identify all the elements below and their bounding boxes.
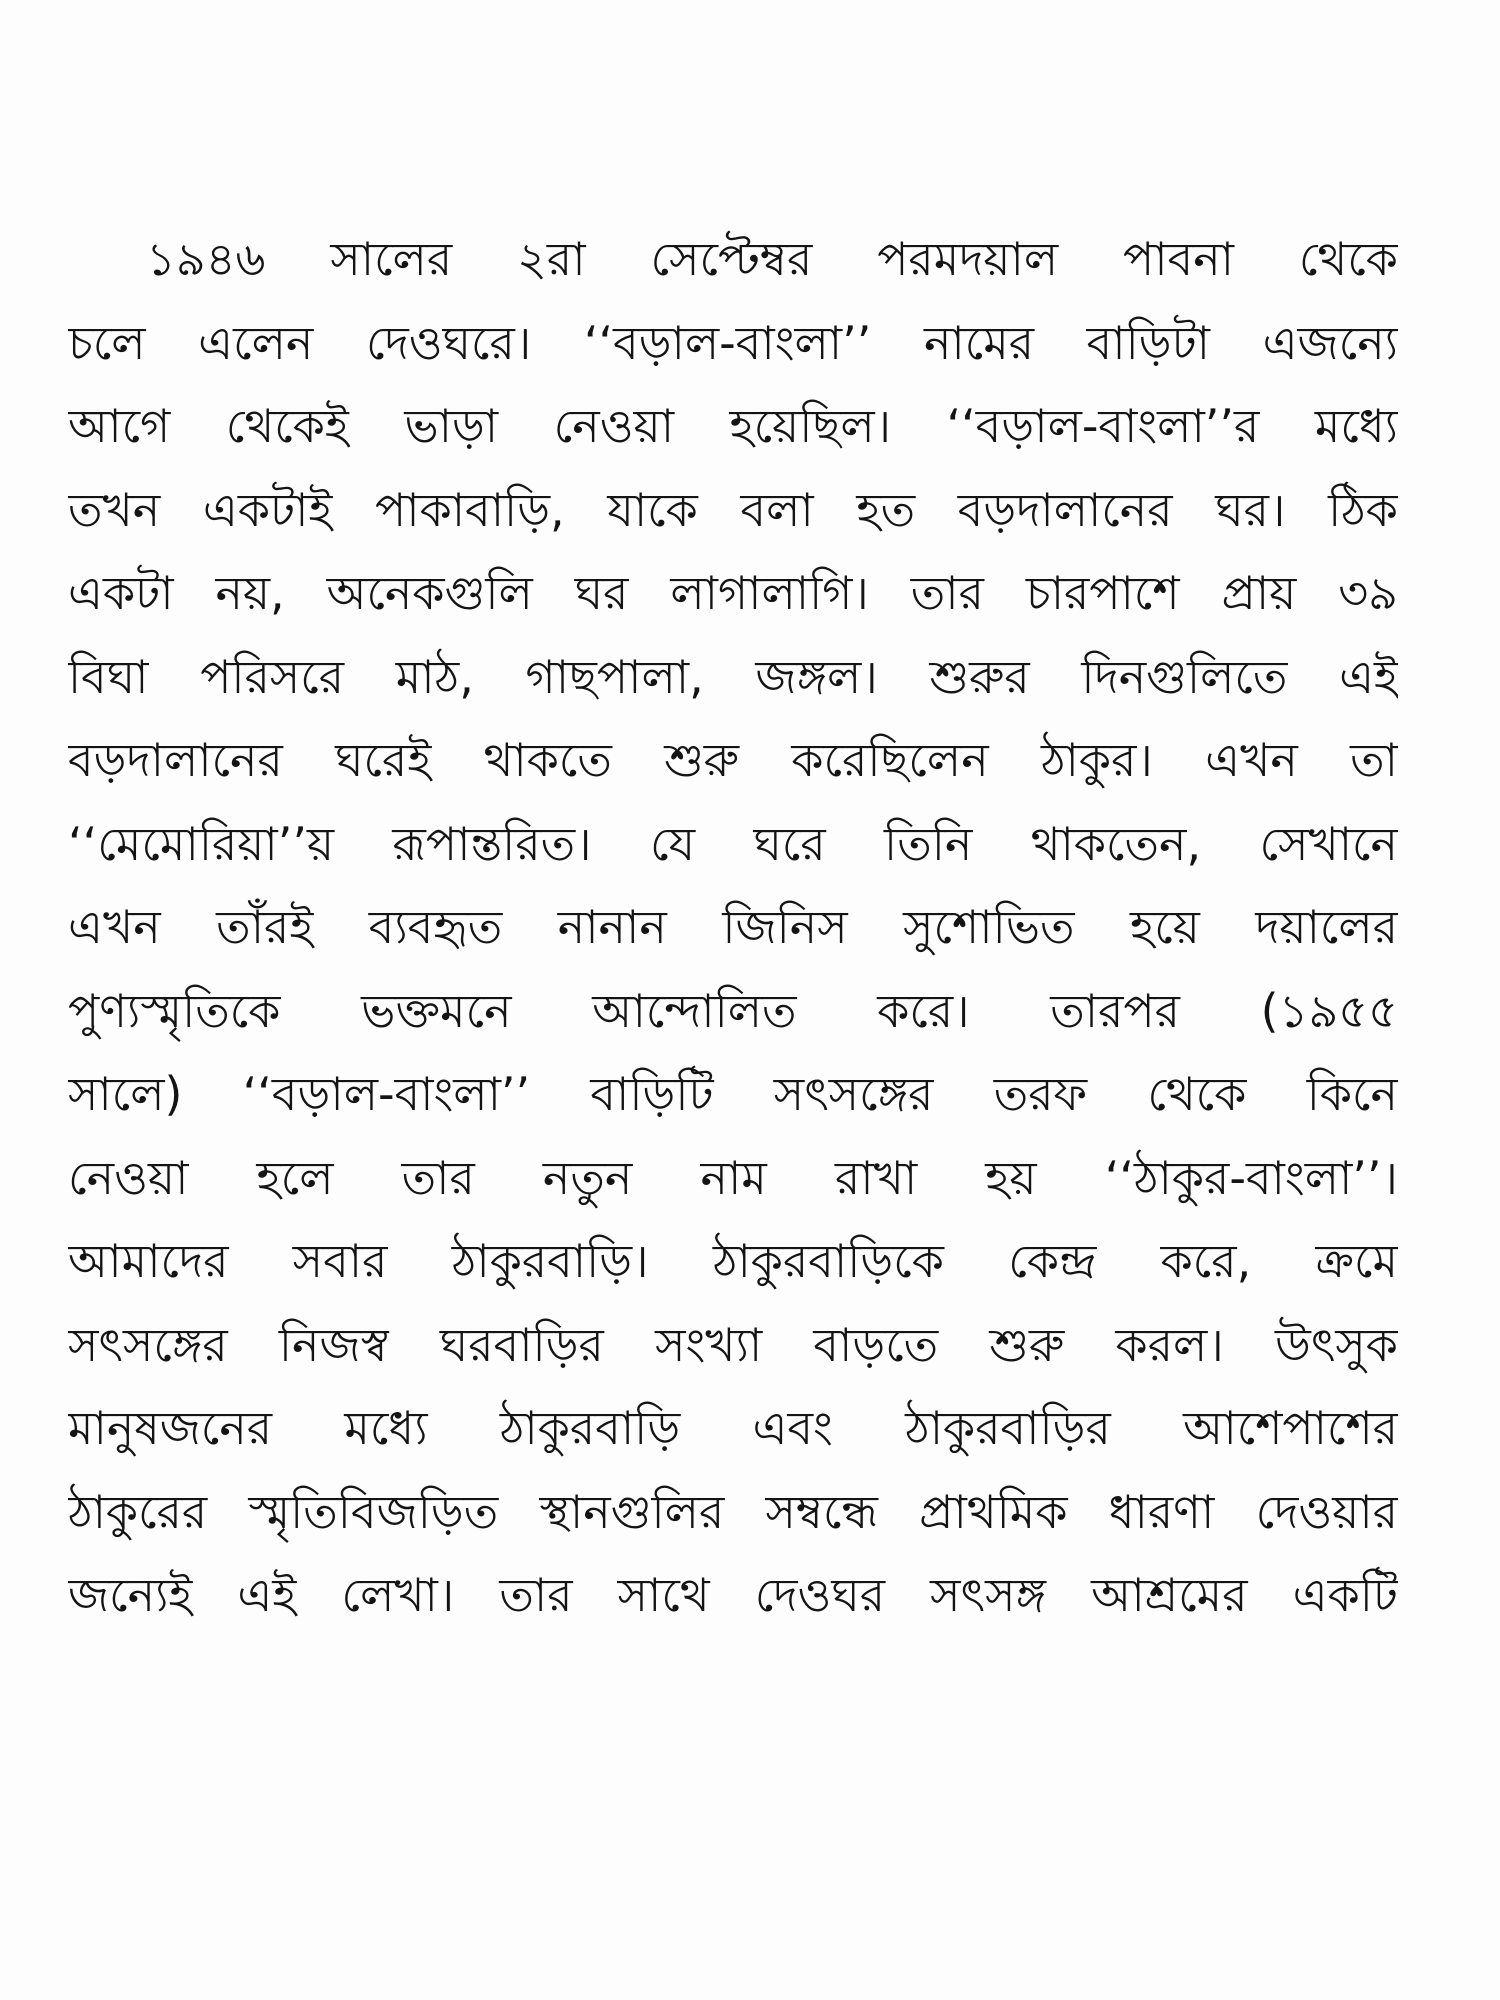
text-line: তখন একটাই পাকাবাড়ি, যাকে বলা হত বড়দালানের ঘর। ঠিক: [68, 482, 1398, 537]
body-paragraph: [68, 218, 1398, 1638]
text-line: চলে এলেন দেওঘরে। ‘‘বড়াল-বাংলা’’ নামের বাড়িটা এজন্যে: [68, 315, 1398, 370]
text-line: এখন তাঁরই ব্যবহৃত নানান জিনিস সুশোভিত হয়ে দয়ালের: [68, 900, 1398, 954]
text-line: একটা নয়, অনেকগুলি ঘর লাগালাগি। তার চারপাশে প্রায় ৩৯: [68, 566, 1398, 620]
text-line: বিঘা পরিসরে মাঠ, গাছপালা, জঙ্গল। শুরুর দিনগুলিতে এই: [68, 649, 1398, 704]
text-line: নেওয়া হলে তার নতুন নাম রাখা হয় ‘‘ঠাকুর-বাংলা’’।: [68, 1150, 1398, 1205]
text-line: আমাদের সবার ঠাকুরবাড়ি। ঠাকুরবাড়িকে কেন্দ্র করে, ক্রমে: [68, 1234, 1398, 1288]
text-line: সালে) ‘‘বড়াল-বাংলা’’ বাড়িটি সৎসঙ্গের তরফ থেকে কিনে: [68, 1067, 1398, 1121]
text-line: বড়দালানের ঘরেই থাকতে শুরু করেছিলেন ঠাকুর। এখন তা: [68, 733, 1398, 787]
text-line: আগে থেকেই ভাড়া নেওয়া হয়েছিল। ‘‘বড়াল-বাংলা’’র মধ্যে: [68, 399, 1398, 453]
text-line: ‘‘মেমোরিয়া’’য় রূপান্তরিত। যে ঘরে তিনি থাকতেন, সেখানে: [68, 816, 1398, 871]
text-line: মানুষজনের মধ্যে ঠাকুরবাড়ি এবং ঠাকুরবাড়ির আশেপাশের: [68, 1401, 1398, 1455]
text-line: জন্যেই এই লেখা। তার সাথে দেওঘর সৎসঙ্গ আশ্রমের একটি: [68, 1568, 1398, 1622]
text-line: ১৯৪৬ সালের ২রা সেপ্টেম্বর পরমদয়াল পাবনা থেকে: [146, 232, 1398, 286]
text-line: ঠাকুরের স্মৃতিবিজড়িত স্থানগুলির সম্বন্ধে প্রাথমিক ধারণা দেওয়ার: [68, 1484, 1398, 1539]
text-line: পুণ্যস্মৃতিকে ভক্তমনে আন্দোলিত করে। তারপর (১৯৫৫: [68, 983, 1398, 1038]
text-line: সৎসঙ্গের নিজস্ব ঘরবাড়ির সংখ্যা বাড়তে শুরু করল। উৎসুক: [68, 1317, 1398, 1372]
